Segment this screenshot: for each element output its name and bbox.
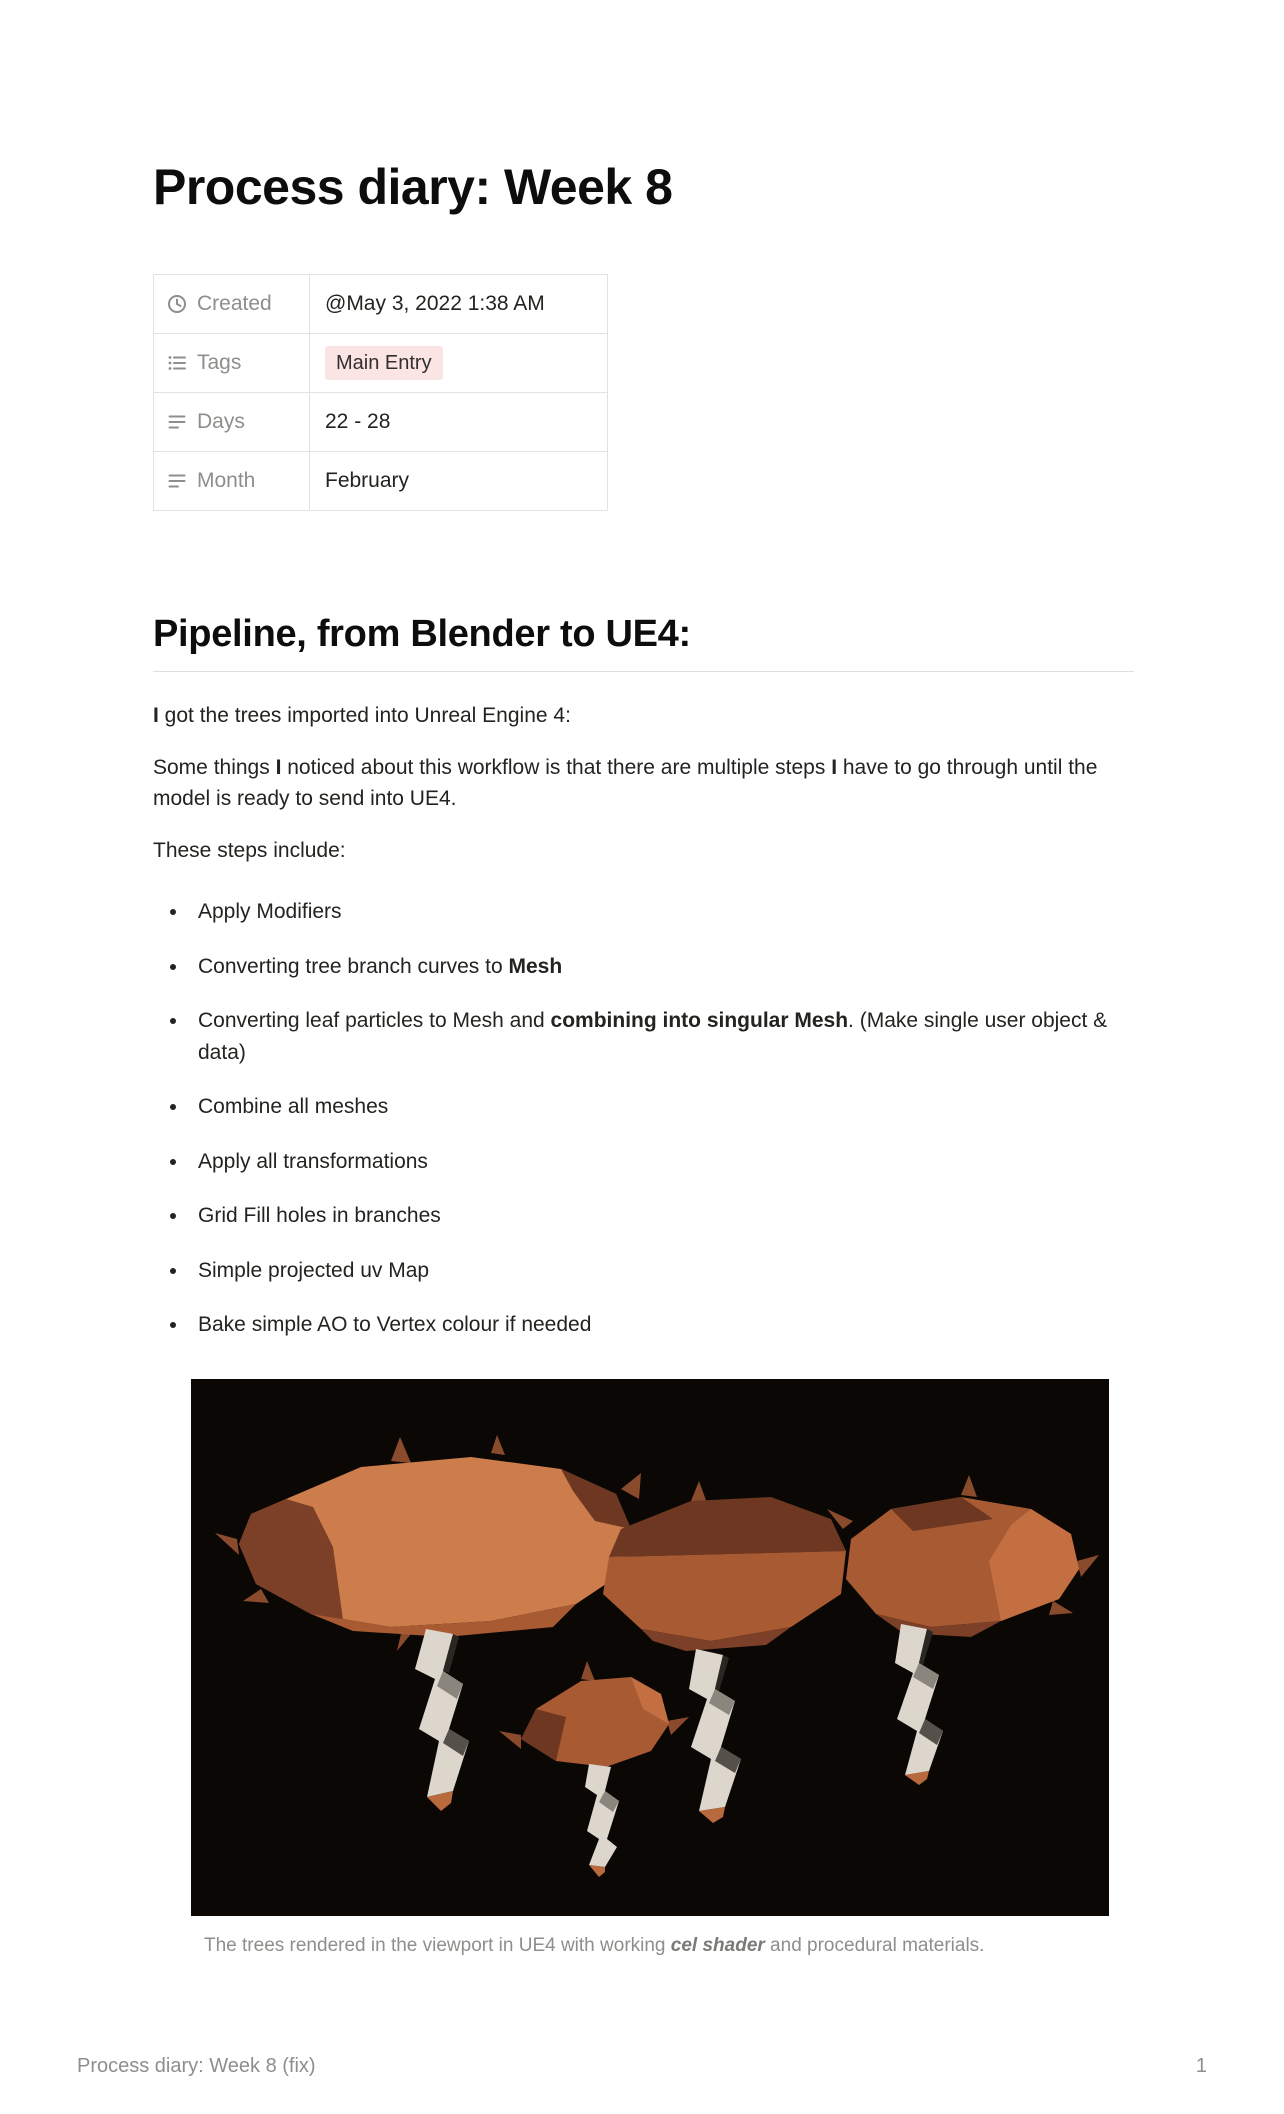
caption-text: and procedural materials. xyxy=(764,1934,985,1956)
property-row-tags xyxy=(154,334,608,393)
list-item xyxy=(189,1146,1134,1178)
viewport-figure xyxy=(191,1379,1109,1960)
list-item xyxy=(189,1200,1134,1232)
property-value-created: @May 3, 2022 1:38 AM xyxy=(310,275,608,334)
list-item-text: Bake simple AO to Vertex colour if needed xyxy=(198,1313,592,1336)
list-icon xyxy=(166,352,188,374)
body-text-run: have to go through until the model is ready to send into UE4. xyxy=(153,755,1098,810)
properties-table xyxy=(153,274,608,511)
section-heading: Pipeline, from Blender to UE4: xyxy=(153,613,691,655)
bold-text: I xyxy=(153,704,159,727)
body-text-run: Some things xyxy=(153,755,276,779)
list-item xyxy=(189,1091,1134,1123)
list-item xyxy=(189,1255,1134,1287)
text-icon xyxy=(166,470,188,492)
body-text-run: noticed about this workflow is that there are multiple steps xyxy=(281,755,832,779)
text-icon xyxy=(166,411,188,433)
list-item-text: Apply all transformations xyxy=(198,1149,428,1173)
paragraph-2 xyxy=(153,752,1134,815)
page-footer xyxy=(0,2055,1284,2078)
property-label: Tags xyxy=(197,351,242,374)
property-label: Month xyxy=(197,469,256,492)
caption-text: The trees rendered in the viewport in UE4 with working xyxy=(204,1934,671,1956)
property-row-created xyxy=(154,275,608,334)
footer-document-title: Process diary: Week 8 (fix) xyxy=(77,2055,316,2077)
list-item xyxy=(189,951,1134,983)
bold-text: combining into singular Mesh xyxy=(550,1009,849,1032)
list-item xyxy=(189,1005,1134,1068)
list-item xyxy=(189,896,1134,928)
body-text-run: got the trees imported into Unreal Engine 4: xyxy=(158,704,571,727)
property-row-month xyxy=(154,452,608,511)
list-item-text: . (Make single user object & data) xyxy=(198,1009,1108,1064)
list-item-text: Combine all meshes xyxy=(198,1095,389,1118)
bold-text: I xyxy=(275,755,282,779)
bold-text: I xyxy=(831,755,838,779)
figure-caption xyxy=(191,1933,1109,1960)
tag-main-entry: Main Entry xyxy=(325,346,443,380)
property-label: Days xyxy=(197,410,245,433)
heading-divider xyxy=(153,671,1134,672)
steps-list xyxy=(153,896,1134,1341)
caption-emphasis: cel shader xyxy=(670,1934,765,1956)
footer-page-number: 1 xyxy=(1195,2055,1207,2077)
bold-text: Mesh xyxy=(508,954,563,978)
page-title: Process diary: Week 8 xyxy=(153,159,673,215)
list-item-text: Apply Modifiers xyxy=(198,900,342,923)
paragraph-1 xyxy=(153,700,1134,732)
list-item-text: Simple projected uv Map xyxy=(198,1258,430,1282)
property-label: Created xyxy=(197,292,272,315)
list-item-text: Converting tree branch curves to xyxy=(198,954,509,978)
trees-render-image xyxy=(191,1379,1109,1916)
property-value-month: February xyxy=(310,452,608,511)
property-value-days: 22 - 28 xyxy=(310,393,608,452)
property-row-days xyxy=(154,393,608,452)
list-item-text: Grid Fill holes in branches xyxy=(198,1204,441,1227)
list-item xyxy=(189,1309,1134,1341)
paragraph-3: These steps include: xyxy=(153,838,346,862)
clock-icon xyxy=(166,293,188,315)
list-item-text: Converting leaf particles to Mesh and xyxy=(198,1009,551,1032)
